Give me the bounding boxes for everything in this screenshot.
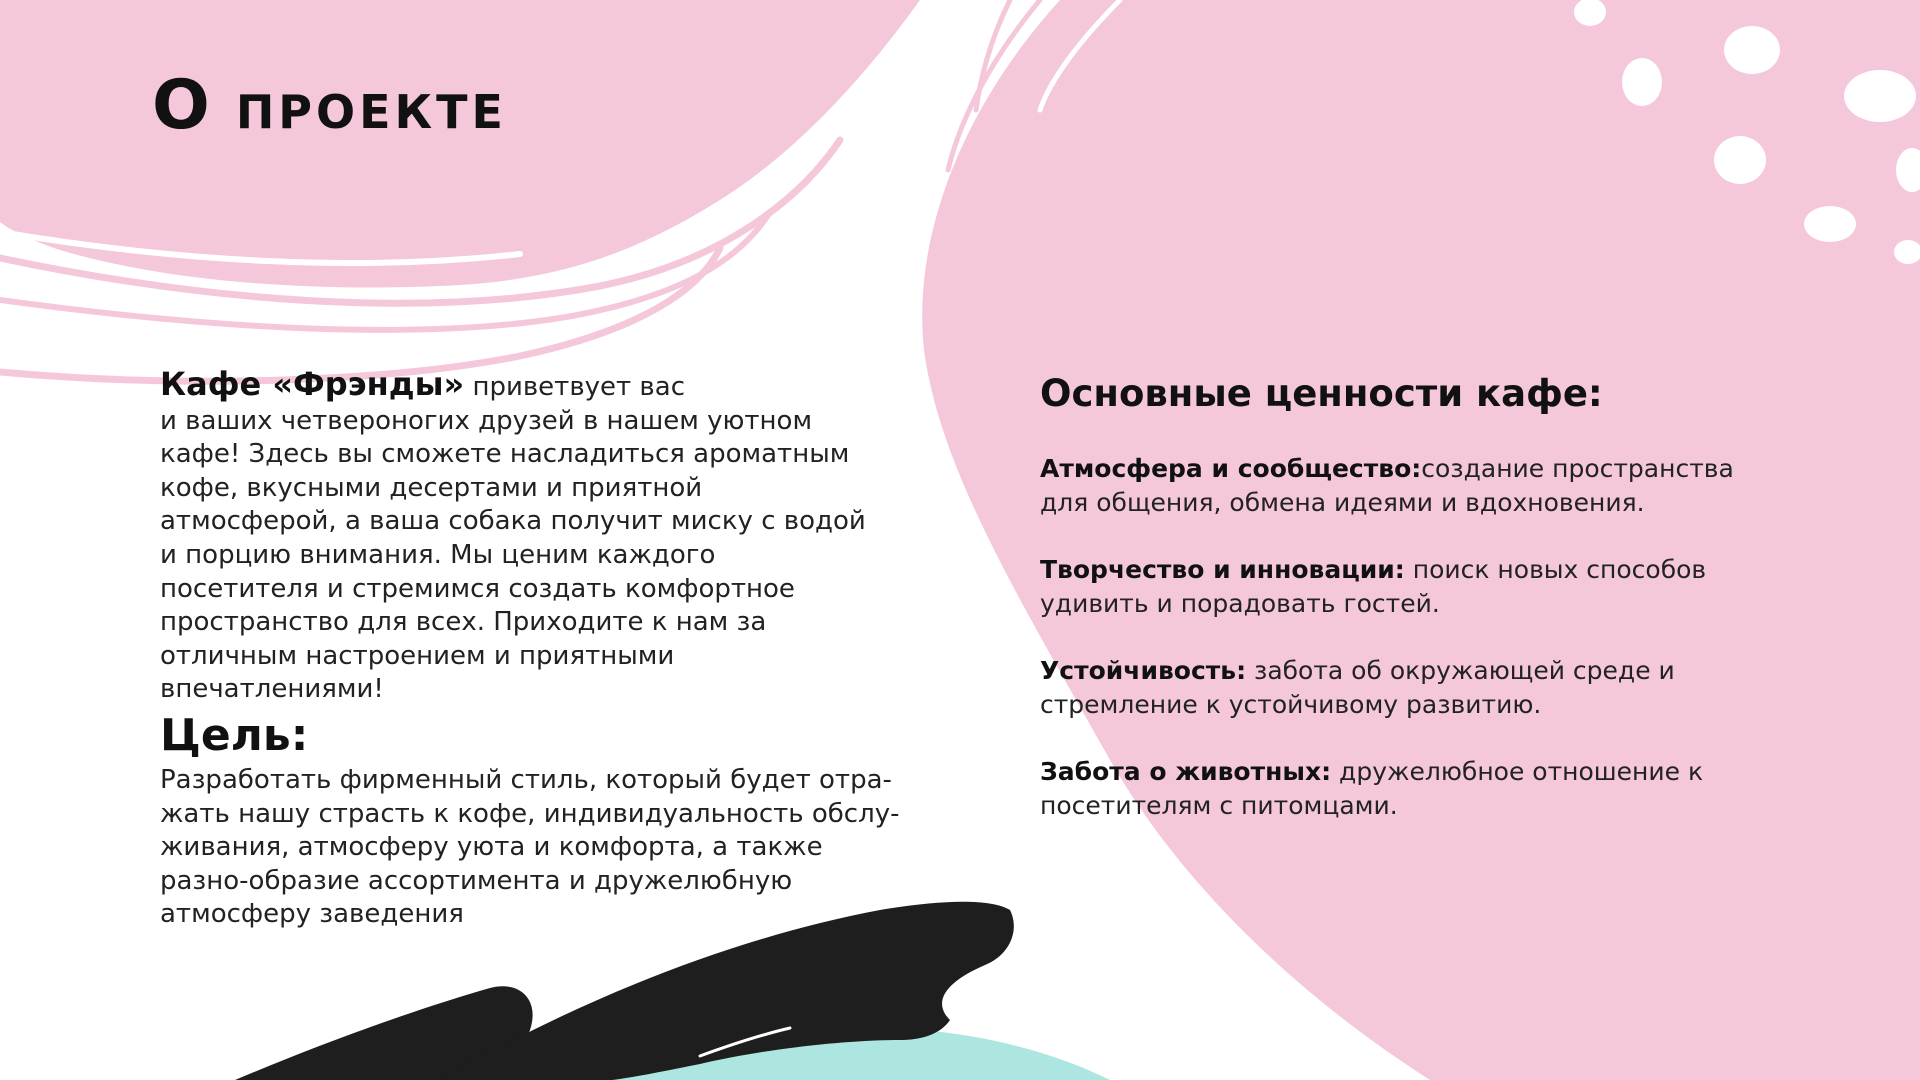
value-label: Творчество и инновации: <box>1040 555 1405 584</box>
value-label: Устойчивость: <box>1040 656 1247 685</box>
value-text: поиск новых способов удивить и порадовать гостей. <box>1040 555 1707 618</box>
value-label: Забота о животных: <box>1040 757 1332 786</box>
intro-first-line-rest: приветвует вас <box>472 372 685 402</box>
page-title-first-letter: О <box>152 66 214 145</box>
cafe-brand-name: Кафе «Фрэнды» <box>160 365 465 403</box>
pink-blob-right <box>922 0 1920 1080</box>
values-heading: Основные ценности кафе: <box>1040 372 1603 415</box>
value-item-creativity <box>1040 553 1740 620</box>
intro-body: и ваших четвероногих друзей в нашем уютном кафе! Здесь вы сможете насладиться ароматным кофе, вкусными десертами и приятной атмосферой, а ваша собака получит миску с водой и порцию внимания. Мы ценим каждого посетителя и стремимся создать комфортное пространство для всех. Приходите к нам за отличным настроением и приятными впечатлениями! <box>160 405 866 705</box>
pink-blob-top-left <box>0 0 920 288</box>
value-item-animal-care <box>1040 755 1740 822</box>
white-dot <box>1724 26 1780 74</box>
value-item-sustainability <box>1040 654 1740 721</box>
white-dot <box>1622 58 1662 106</box>
page-title-rest: ПРОЕКТЕ <box>235 85 507 139</box>
white-dot <box>1804 206 1856 242</box>
white-dot <box>1714 136 1766 184</box>
value-label: Атмосфера и сообщество: <box>1040 454 1422 483</box>
page-title <box>152 66 507 145</box>
goal-heading: Цель: <box>160 710 309 761</box>
value-text: забота об окружающей среде и стремление к устойчивому развитию. <box>1040 656 1675 719</box>
value-item-atmosphere <box>1040 452 1740 519</box>
value-text: создание пространства для общения, обмена идеями и вдохновения. <box>1040 454 1734 517</box>
intro-paragraph <box>160 365 880 707</box>
value-text: дружелюбное отношение к посетителям с питомцами. <box>1040 757 1704 820</box>
white-dot <box>1844 70 1916 122</box>
goal-text: Разработать фирменный стиль, который будет отра-жать нашу страсть к кофе, индивидуальность обслу-живания, атмосферу уюта и комфорта, а также разно-образие ассортимента и дружелюбную атмосферу заведения <box>160 765 900 930</box>
